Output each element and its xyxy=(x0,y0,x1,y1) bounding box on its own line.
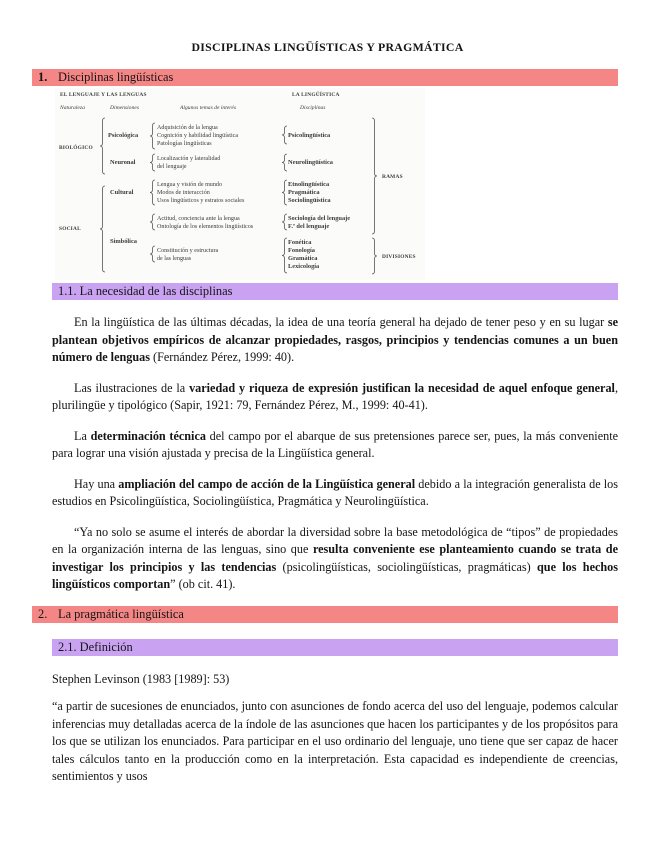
section-title: La pragmática lingüística xyxy=(58,606,184,621)
diagram-braces xyxy=(55,88,425,280)
diagram-disciplina: Neurolingüística xyxy=(288,159,333,166)
diagram-naturaleza-social: SOCIAL xyxy=(59,226,81,232)
bold-run: que los hechos lingüísticos comportan xyxy=(52,559,619,591)
brace-disc-socio xyxy=(282,214,287,230)
brace-disc-fonetica xyxy=(282,238,287,273)
text-run: En la lingüística de las últimas décadas, la idea de una teoría general ha dejado de tener peso y en su lugar xyxy=(74,315,608,329)
brace-disc-psico xyxy=(282,126,287,144)
text-run: “Ya no solo se asume el interés de abordar la diversidad sobre la base metodológica de “tipos” de propiedades en la organización interna de las lenguas, sino que xyxy=(52,524,618,556)
text-run: Las ilustraciones de la xyxy=(74,380,190,395)
text-run: debido a la integración generalista de los estudios en Psicolingüística, Sociolingüística, Pragmática y Neurolingüística. xyxy=(52,476,618,508)
diagram-header-linguistica: LA LINGÜÍSTICA xyxy=(292,92,340,98)
bold-run: resulta conveniente ese planteamiento cuando se trata de investigar los principios y las tendencias xyxy=(52,542,618,574)
brace-temas-neuronal xyxy=(150,154,155,171)
bold-run: variedad y riqueza de expresión justifican la necesidad de aquel enfoque general xyxy=(189,380,615,395)
diagram-dimension-neuronal: Neuronal xyxy=(110,159,136,166)
paragraph-1 xyxy=(52,314,618,367)
section-number: 2. xyxy=(38,606,48,621)
diagram-disciplina: F.ª del lenguaje xyxy=(288,223,330,230)
diagram-tema: Lengua y visión de mundo xyxy=(157,182,222,188)
diagram-disciplina: Fonética xyxy=(288,239,312,246)
diagram-tema: Modos de interacción xyxy=(157,190,210,196)
diagram-disciplina: Gramática xyxy=(288,255,318,262)
text-run: (psicolingüísticas, sociolingüísticas, pragmáticas) xyxy=(276,559,538,574)
brace-temas-cultural xyxy=(150,180,155,205)
text-run: del campo por el abarque de sus pretensiones parece ser, pues, la más conveniente para lograr una visión ajustada y precisa de la Lingüística general. xyxy=(52,428,618,460)
subsection-bar-2-1: 2.1. Definición xyxy=(52,639,618,656)
brace-divisiones xyxy=(372,238,377,274)
diagram-disciplina: Fonología xyxy=(288,247,315,254)
brace-temas-psicologica xyxy=(150,123,155,149)
diagram-dimension-cultural: Cultural xyxy=(110,189,134,196)
brace-temas-actitud xyxy=(150,214,155,230)
diagram-tema: Patologías lingüísticas xyxy=(157,141,212,147)
text-run: ” (ob cit. 41). xyxy=(170,577,236,591)
diagram-header-lenguaje: EL LENGUAJE Y LAS LENGUAS xyxy=(60,92,147,98)
brace-temas-simbolica xyxy=(150,246,155,262)
brace-ramas xyxy=(372,118,377,234)
diagram-tema: Usos lingüísticos y estratos sociales xyxy=(157,198,245,204)
diagram-tema: Constitución y estructura xyxy=(157,248,219,254)
text-run: , plurilingüe y tipológico (Sapir, 1921: 79, Fernández Pérez, M., 1999: 40-41). xyxy=(52,380,618,412)
diagram-tema: Localización y lateralidad xyxy=(157,156,221,162)
diagram-tema: Actitud, conciencia ante la lengua xyxy=(157,216,240,222)
text-run: (Fernández Pérez, 1999: 40). xyxy=(149,350,295,364)
paragraph-3 xyxy=(52,428,618,463)
bold-run: determinación técnica xyxy=(90,428,206,443)
diagram-disciplina: Lexicología xyxy=(288,263,320,270)
diagram-dimension-psicologica: Psicológica xyxy=(108,132,139,139)
section-title: Disciplinas lingüísticas xyxy=(58,70,174,84)
bold-run: se plantean objetivos empíricos de alcanzar propiedades, rasgos, principios y tendencias comunes a un buen número de lenguas xyxy=(52,315,618,364)
diagram-disciplina: Sociología del lenguaje xyxy=(288,215,351,222)
document-title: DISCIPLINAS LINGÜÍSTICAS Y PRAGMÁTICA xyxy=(191,40,464,54)
diagram-disciplina: Psicolingüística xyxy=(288,132,331,139)
diagram-grupo-ramas: RAMAS xyxy=(382,174,403,180)
diagram-tema: Ontología de los elementos lingüísticos xyxy=(157,224,254,230)
diagram-naturaleza-biologico: BIOLÓGICO xyxy=(59,145,93,151)
brace-biologico xyxy=(100,118,105,174)
diagram-dimension-simbolica: Simbólica xyxy=(110,238,137,245)
diagram-disciplina: Pragmática xyxy=(288,189,320,196)
text-run: La xyxy=(74,428,91,443)
section-bar-1 xyxy=(32,69,618,86)
diagram-col-dimensiones: Dimensiones xyxy=(110,105,139,111)
diagram-grupo-divisiones: DIVISIONES xyxy=(382,254,416,260)
diagram-col-naturaleza: Naturaleza xyxy=(60,105,85,111)
paragraph-2 xyxy=(52,380,618,415)
brace-disc-etno xyxy=(282,180,287,205)
diagram-disciplina: Sociolingüística xyxy=(288,197,331,204)
diagram-tema: Adquisición de la lengua xyxy=(157,125,218,131)
section-number: 1. xyxy=(38,70,48,84)
diagram-col-disciplinas: Disciplinas xyxy=(300,105,326,111)
paragraph-4 xyxy=(52,476,618,511)
bold-run: ampliación del campo de acción de la Lingüística general xyxy=(118,476,416,491)
diagram-disciplina: Etnolingüística xyxy=(288,181,330,188)
citation-author: Stephen Levinson (1983 [1989]: 53) xyxy=(52,671,230,686)
paragraph-5 xyxy=(52,524,618,594)
disciplines-diagram xyxy=(55,88,425,280)
text-run: Hay una xyxy=(74,476,119,491)
subsection-bar-1-1: 1.1. La necesidad de las disciplinas xyxy=(52,283,618,300)
section-bar-2 xyxy=(32,606,618,623)
diagram-tema: Cognición y habilidad lingüística xyxy=(157,133,239,139)
citation-quote: “a partir de sucesiones de enunciados, junto con asunciones de fondo acerca del uso del lenguaje, podemos calcular inferencias muy detalladas acerca de la índole de las asunciones que hacen los participantes y de los propósitos para los que se utilizan los enunciados. Para participar en el uso ordinario del lenguaje, uno tiene que ser capaz de hacer tales cálculos tanto en la producción como en la interpretación. Esta capacidad es independiente de creencias, sentimientos y usos xyxy=(52,699,618,783)
diagram-tema: de las lenguas xyxy=(157,256,192,262)
brace-disc-neuro xyxy=(282,154,287,171)
diagram-col-temas: Algunos temas de interés xyxy=(180,105,237,111)
diagram-tema: del lenguaje xyxy=(157,164,187,170)
brace-social xyxy=(100,186,105,272)
